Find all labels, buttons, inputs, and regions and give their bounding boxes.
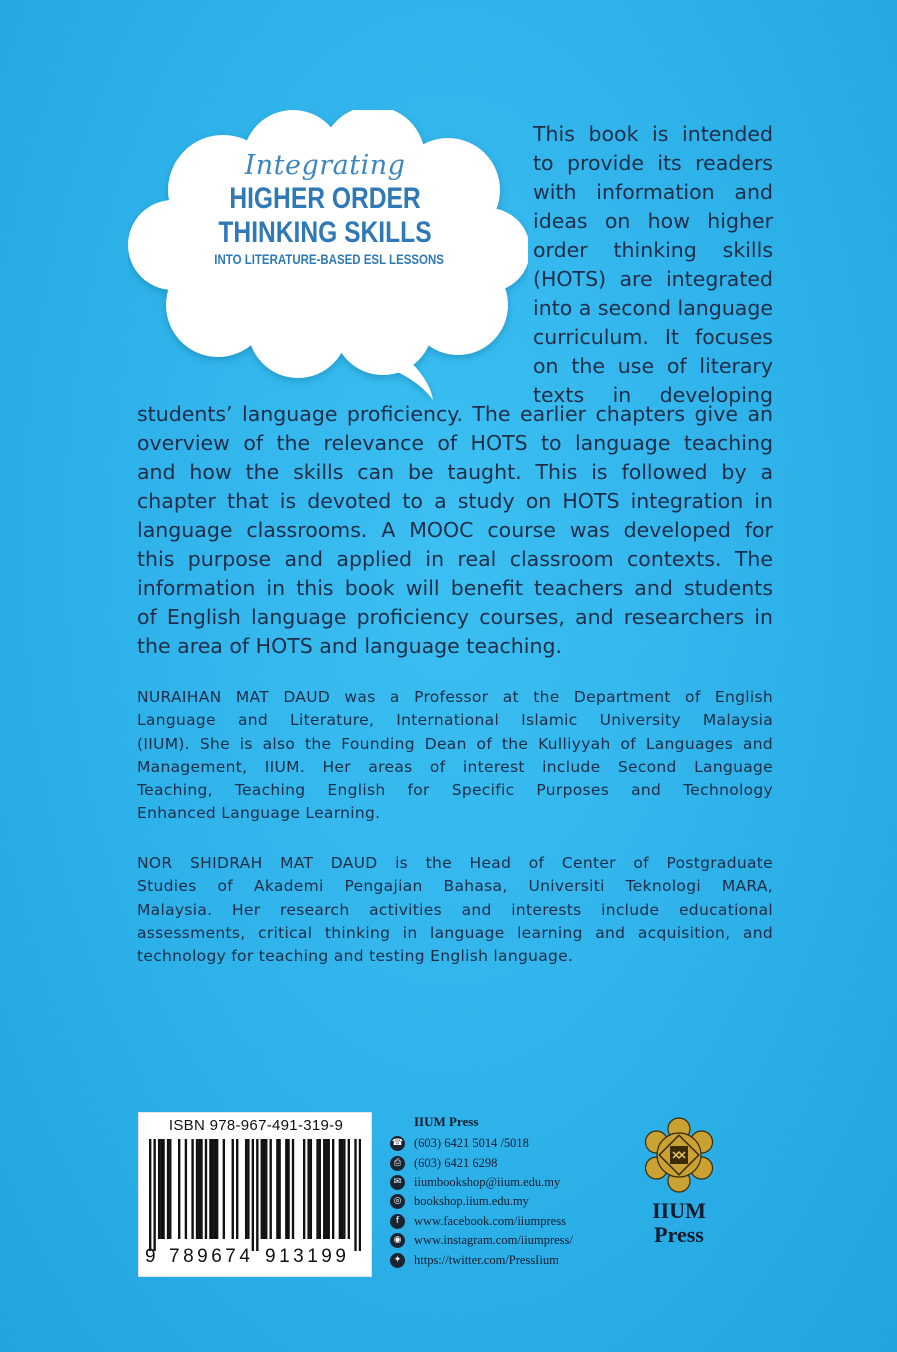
barcode-bar	[223, 1139, 225, 1239]
barcode-digits-right: 913199	[265, 1246, 350, 1267]
contact-text: (603) 6421 6298	[414, 1155, 498, 1170]
blurb-full-width	[137, 400, 773, 661]
publisher-name: IIUM Press	[414, 1114, 479, 1129]
contact-phone	[390, 1134, 573, 1153]
blurb-line: curriculum. It focuses	[533, 325, 773, 349]
barcode-bar	[153, 1139, 155, 1251]
bio-line: (IIUM). She is also the Founding Dean of the Kulliyyah of Languages and	[137, 734, 773, 753]
barcode-bar	[198, 1139, 200, 1239]
blurb-line: with information and	[533, 180, 773, 204]
contact-text: https://twitter.com/PressIium	[414, 1252, 559, 1267]
contact-text: bookshop.iium.edu.my	[414, 1194, 529, 1209]
barcode-bar	[263, 1139, 265, 1239]
author-bio-nor-shidrah	[137, 852, 773, 968]
barcode-bar	[245, 1139, 247, 1239]
contact-fax	[390, 1153, 573, 1172]
bio-line: assessments, critical thinking in language learning and acquisition, and	[137, 923, 773, 942]
email-icon: ✉	[390, 1175, 405, 1190]
blurb-line: order thinking skills	[533, 238, 773, 262]
barcode-digits-left: 789674	[169, 1246, 254, 1267]
blurb-right-column	[533, 120, 773, 410]
contact-twitter	[390, 1250, 573, 1269]
contact-facebook	[390, 1212, 573, 1231]
barcode-bar	[167, 1139, 169, 1239]
barcode-bar	[285, 1139, 287, 1239]
blurb-line: students’ language proficiency. The earlier chapters give an	[137, 402, 773, 426]
title-line-2: THINKING SKILLS	[218, 216, 432, 249]
barcode-bar	[292, 1139, 294, 1239]
instagram-icon: ◉	[390, 1233, 405, 1248]
barcode-bar	[270, 1139, 272, 1239]
cover-title	[190, 150, 460, 268]
barcode-bar	[316, 1139, 318, 1239]
barcode-bar	[276, 1139, 278, 1239]
web-icon: ◎	[390, 1194, 405, 1209]
barcode-bar	[341, 1139, 343, 1239]
barcode-bar	[178, 1139, 180, 1239]
contact-text: www.instagram.com/iiumpress/	[414, 1233, 573, 1248]
barcode-bar	[343, 1139, 345, 1239]
barcode-bar	[265, 1139, 267, 1239]
barcode-bar	[247, 1139, 249, 1239]
barcode-bar	[278, 1139, 280, 1239]
blurb-line: this purpose and applied in real classroom contexts. The	[137, 547, 773, 571]
isbn-label: ISBN 978-967-491-319-9	[168, 1117, 344, 1134]
isbn-barcode	[139, 1113, 371, 1276]
publisher-contact	[390, 1114, 573, 1270]
blurb-line: overview of the relevance of HOTS to language teaching	[137, 431, 773, 455]
contact-email	[390, 1173, 573, 1192]
bio-line: Language and Literature, International Islamic University Malaysia	[137, 711, 773, 730]
iium-press-logo	[636, 1117, 722, 1246]
barcode-bar	[261, 1139, 263, 1239]
barcode-bar	[359, 1139, 361, 1251]
blurb-line: the area of HOTS and language teaching.	[137, 634, 563, 658]
facebook-icon: f	[390, 1214, 405, 1229]
bio-line: Malaysia. Her research activities and interests include educational	[137, 900, 773, 919]
blurb-line: (HOTS) are integrated	[533, 267, 773, 291]
barcode-bars	[149, 1139, 361, 1251]
barcode-bar	[303, 1139, 305, 1239]
blurb-line: ideas on how higher	[533, 209, 773, 233]
blurb-line: information in this book will benefit teachers and students	[137, 576, 773, 600]
barcode-bar	[160, 1139, 162, 1239]
barcode-bar	[354, 1139, 356, 1251]
barcode-bar	[191, 1139, 193, 1239]
fax-icon: ⎙	[390, 1156, 405, 1171]
barcode-bar	[232, 1139, 234, 1239]
barcode-bar	[310, 1139, 312, 1239]
logo-name-line1: IIUM	[652, 1198, 706, 1223]
title-line-1: HIGHER ORDER	[229, 182, 421, 215]
blurb-line: and how the skills can be taught. This is followed by a	[137, 460, 773, 484]
barcode-bar	[158, 1139, 160, 1239]
barcode-bar	[325, 1139, 327, 1239]
contact-text: (603) 6421 5014 /5018	[414, 1136, 529, 1151]
barcode-bar	[185, 1139, 187, 1239]
barcode-bar	[149, 1139, 151, 1251]
barcode-bar	[211, 1139, 213, 1239]
barcode-bar	[236, 1139, 238, 1239]
blurb-line: of English language proficiency courses, and researchers in	[137, 605, 773, 629]
phone-icon: ☎	[390, 1136, 405, 1151]
barcode-bar	[169, 1139, 171, 1239]
iium-emblem-icon	[636, 1117, 722, 1193]
title-script-line: Integrating	[244, 150, 406, 181]
barcode-bar	[339, 1139, 341, 1239]
blurb-line: into a second language	[533, 296, 773, 320]
barcode-bar	[252, 1139, 254, 1251]
barcode-bar	[319, 1139, 321, 1239]
logo-name-line2: Press	[654, 1222, 704, 1247]
bio-line: technology for teaching and testing English language.	[137, 947, 574, 966]
bio-line: NURAIHAN MAT DAUD was a Professor at the Department of English	[137, 688, 773, 706]
barcode-bar	[348, 1139, 350, 1239]
contact-instagram	[390, 1231, 573, 1250]
blurb-line: texts in developing	[533, 383, 773, 407]
twitter-icon: ✦	[390, 1253, 405, 1268]
bio-line: Enhanced Language Learning.	[137, 804, 381, 823]
barcode-bar	[196, 1139, 198, 1239]
contact-text: iiumbookshop@iium.edu.my	[414, 1174, 561, 1189]
blurb-line: language classrooms. A MOOC course was developed for	[137, 518, 773, 542]
contact-text: www.facebook.com/iiumpress	[414, 1213, 566, 1228]
barcode-bar	[328, 1139, 330, 1239]
contact-web	[390, 1192, 573, 1211]
barcode-bar	[162, 1139, 164, 1239]
barcode-bar	[287, 1139, 289, 1239]
author-bio-nuraihan	[137, 686, 773, 826]
blurb-line: This book is intended	[533, 122, 773, 146]
barcode-bar	[216, 1139, 218, 1239]
bio-line: NOR SHIDRAH MAT DAUD is the Head of Center of Postgraduate	[137, 854, 773, 872]
bio-line: Studies of Akademi Pengajian Bahasa, Universiti Teknologi MARA,	[137, 877, 773, 896]
blurb-line: on the use of literary	[533, 354, 773, 378]
bio-line: Management, IIUM. Her areas of interest include Second Language	[137, 757, 773, 776]
barcode-bar	[332, 1139, 334, 1239]
barcode-bar	[214, 1139, 216, 1239]
barcode-digit-lead: 9	[145, 1246, 156, 1267]
barcode-bar	[323, 1139, 325, 1239]
barcode-bar	[200, 1139, 202, 1239]
barcode-bar	[205, 1139, 207, 1239]
bio-line: Teaching, Teaching English for Specific Purposes and Technology	[137, 781, 773, 800]
barcode-bar	[307, 1139, 309, 1239]
title-subtitle: INTO LITERATURE-BASED ESL LESSONS	[214, 251, 444, 267]
blurb-line: chapter that is devoted to a study on HOTS integration in	[137, 489, 773, 513]
barcode-bar	[256, 1139, 258, 1251]
barcode-bar	[209, 1139, 211, 1239]
blurb-line: to provide its readers	[533, 151, 773, 175]
